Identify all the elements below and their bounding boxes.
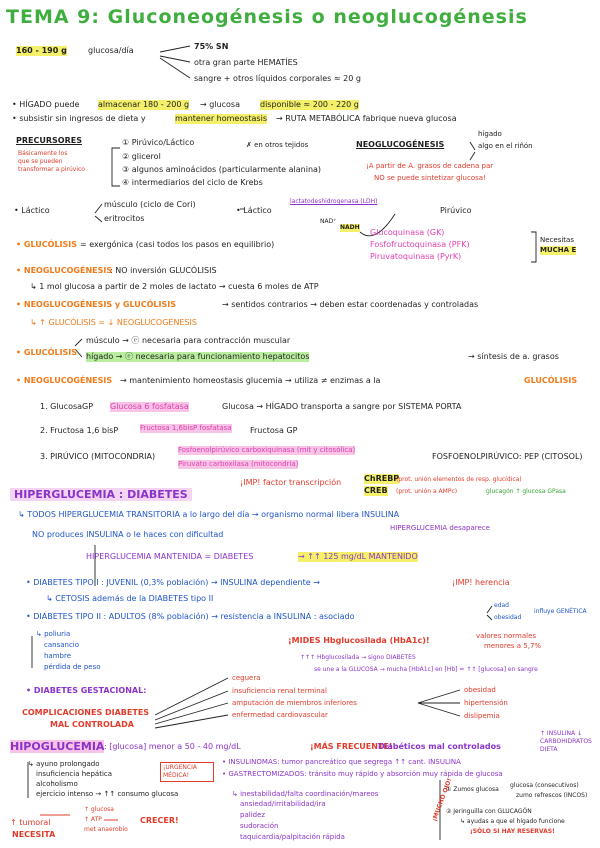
hiper-p1: ↳ poliuria [36,630,71,638]
gluc2-sint: → síntesis de a. grasos [468,352,559,361]
glucolisis-e1: Glucoquinasa (GK) [370,228,445,237]
neo3-s3b: Fosfoenolpirúvico carboxiquinasa (mit y citosólica) [178,446,356,454]
glucolisis-nec: Necesitas [540,236,574,244]
hipo-o1: ① Zumos glucosa [446,786,499,793]
hipo-sy1: ↳ inestabilidad/falta coordinación/mareos [232,790,379,798]
hiper-c2: insuficiencia renal terminal [232,687,327,695]
hipo-tum1: ↑ tumoral [10,818,51,827]
higado-l2a: • subsistir sin ingresos de dieta y [12,114,146,123]
neo2-b: → sentidos contrarios → deben estar coordenadas y controladas [222,300,479,309]
neo3-s1c: Glucosa → HÍGADO transporta a sangre por SISTEMA PORTA [222,402,462,411]
hipo-sy2: ansiedad/irritabilidad/ira [240,800,326,808]
hiper-comp2: MAL CONTROLADA [50,720,134,729]
hipo-sy3: palidez [240,811,266,819]
higado-l1b: almacenar 180 - 200 g [98,100,190,109]
glucolisis-desc: = exergónica (casi todos los pasos en equilibrio) [80,240,275,249]
gluc2-label: • GLUCÓLISIS [16,348,78,357]
neo3-s2a: 2. Fructosa 1,6 bisP [40,426,119,435]
precursores-head: PRECURSORES [16,136,82,145]
hiper-c1: ceguera [232,674,261,682]
hiper-menores: menores a 5,7% [484,642,542,650]
neo3-s3d: FOSFOENOLPIRÚVICO: PEP (CITOSOL) [432,452,583,461]
neo1-c: ↳ 1 mol glucosa a partir de 2 moles de lactato → cuesta 6 moles de ATP [30,282,319,291]
precursor-1: ① Pirúvico/Láctico [122,138,195,147]
hipo-gas: • GASTRECTOMIZADOS: tránsito muy rápido y absorción muy rápida de glucosa [222,770,503,778]
hiper-mhb2: se une a la GLUCOSA → mucha [HbA1c] en [Hb] = ↑↑ [glucosa] en sangre [314,666,538,673]
hipo-urg: ¡URGENCIA MÉDICA! [160,762,214,782]
neo3-creb-d: (prot. unión a AMPc) [396,488,458,495]
higado-l1a: • HÍGADO puede [12,100,80,109]
precursores-higado: hígado [478,130,502,138]
neo3-a: • NEOGLUCOGÉNESIS [16,376,113,385]
hipo-c2: ↑ INSULINA ↓ CARBOHIDRATOS DIETA [540,730,592,753]
hiper-r1: obesidad [464,686,496,694]
intro-amount: 160 - 190 g [16,46,67,55]
hipo-o2: ② Jeringuilla con GLUCAGÓN [446,808,532,815]
hipo-o2b: ↳ ayudas a que el hígado funcione [460,818,565,825]
hiper-p4: pérdida de peso [44,663,101,671]
precursores-sub3: transformar a pirúvico [18,166,85,173]
neo3-b: → mantenimiento homeostasis glucemia → utiliza ≠ enzimas a la [120,376,381,385]
hiper-gest: • DIABETES GESTACIONAL: [26,686,147,695]
page-title: TEMA 9: Gluconeogénesis o neoglucogénesis [6,6,528,28]
hipo-o1b: glucosa (consecutivos) [510,782,579,789]
lactico-eritro: eritrocitos [104,214,145,223]
hiper-t1b: ¡IMP! herencia [452,578,510,587]
hiper-normales: valores normales [476,632,537,640]
hiper-comp1: COMPLICACIONES DIABETES [22,708,150,717]
hipo-b: ¡MÁS FRECUENTE! [310,742,393,751]
hipo-ojo: ¡MUCHO OJO! [431,777,454,823]
hipo-head: HIPOGLUCEMIA [10,740,105,753]
precursores-neo: NEOGLUCOGÉNESIS [356,140,445,149]
intro-per-day: glucosa/día [88,46,134,55]
gluc2-m: músculo → ⓔ necesaria para contracción muscular [86,336,291,345]
hiper-mides: ¡MIDES Hbglucosilada (HbA1c)! [288,636,430,645]
precursores-acidos2: NO se puede sintetizar glucosa! [374,174,486,182]
hipo-y3: alcoholismo [36,780,78,788]
hiper-t2d: influye GENÉTICA [534,608,587,615]
higado-l2c: → RUTA METABÓLICA fabrique nueva glucosa [276,114,457,123]
intro-b2: otra gran parte HEMATÍES [194,58,298,67]
precursor-4: ④ intermediarios del ciclo de Krebs [122,178,263,187]
gluc2-h: hígado → ⓔ necesaria para funcionamiento hepatocitos [86,352,310,361]
neo3-s3c: Piruvato carboxilasa (mitocondria) [178,460,299,468]
higado-l1d: disponible ≈ 200 - 220 g [260,100,359,109]
neo3-imp: ¡IMP! factor transcripción [240,478,342,487]
neo3-chrebp-d: (prot. unión elementos de resp. glucídica) [396,476,522,483]
hiper-r2: hipertensión [464,699,508,707]
lactico-nad: NAD⁺ [320,218,337,225]
precursores-acidos: ¡A partir de A. grasos de cadena par [366,162,494,170]
precursor-2: ② glicerol [122,152,161,161]
neo3-chrebp: ChREBP [364,474,400,483]
hiper-head: HIPERGLUCEMIA : DIABETES [10,488,192,501]
neo1-a: • NEOGLUCOGÉNESIS [16,266,113,275]
neo3-s1b: Glucosa 6 fosfatasa [110,402,189,411]
hiper-l4: HIPERGLUCEMIA MANTENIDA = DIABETES [86,552,254,561]
hipo-a: : [glucosa] menor a 50 - 40 mg/dL [104,742,241,751]
hipo-tum5: met anaerobio [84,826,128,833]
hiper-mhb: ↑↑↑ Hbglucosilada → signo DIABETES [300,654,416,661]
hipo-crecer: CRECER! [140,816,179,825]
neo1-b: : NO inversión GLUCÓLISIS [110,266,217,275]
intro-b3: sangre + otros líquidos corporales ≈ 20 g [194,74,361,83]
precursores-sub1: Básicamente los [18,150,68,157]
hipo-tum2: NECESITA [12,830,56,839]
hipo-o2c: ¡SÓLO SI HAY RESERVAS! [470,828,555,835]
neo3-s1a: 1. GlucosaGP [40,402,94,411]
hipo-y2: insuficiencia hepática [36,770,113,778]
precursores-otros: ✗ en otros tejidos [246,141,309,149]
hiper-c4: enfermedad cardiovascular [232,711,328,719]
hiper-p2: cansancio [44,641,80,649]
glucolisis-label: • GLUCÓLISIS [16,240,78,249]
hiper-t2a: • DIABETES TIPO II : ADULTOS (8% población) → resistencia a INSULINA : asociado [26,612,355,621]
neo3-c: GLUCÓLISIS [524,376,578,385]
hiper-t1a: • DIABETES TIPO I : JUVENIL (0,3% población) → INSULINA dependiente → [26,578,320,587]
intro-b1: 75% SN [194,42,229,51]
hiper-r3: dislipemia [464,712,500,720]
hipo-c: Diabéticos mal controlados [378,742,501,751]
lactico-l1: • Láctico [14,206,50,215]
hiper-l3: NO produces INSULINA o le haces con dificultad [32,530,224,539]
neo2-a: • NEOGLUCOGÉNESIS y GLUCÓLISIS [16,300,177,309]
hipo-sy5: taquicardia/palpitación rápida [240,833,345,841]
lactico-enzyme: lactatodeshidrogenasa (LDH) [290,198,378,205]
neo3-creb-e: glucagón ↑ glucosa GPasa [486,488,566,495]
glucolisis-nec2: MUCHA E [540,246,577,254]
hipo-y1: ↳ ayuno prolongado [28,760,100,768]
hipo-o1c: zumo refrescos (INCOS) [516,792,588,799]
precursores-sub2: que se pueden [18,158,63,165]
hipo-tum4: ↑ ATP [84,816,102,823]
hipo-ins: • INSULINOMAS: tumor pancreático que segrega ↑↑ cant. INSULINA [222,758,461,766]
hiper-t1c: ↳ CETOSIS además de la DIABETES tipo II [46,594,214,603]
hiper-l1: ↳ TODOS HIPERGLUCEMIA TRANSITORIA a lo largo del día → organismo normal libera INSULINA [18,510,400,519]
hiper-l2: HIPERGLUCEMIA desaparece [390,524,490,532]
glucolisis-e2: Fosfofructoquinasa (PFK) [370,240,470,249]
neo3-s3a: 3. PIRÚVICO (MITOCONDRIA) [40,452,156,461]
hiper-l4b: → ↑↑ 125 mg/dL MANTENIDO [298,552,418,561]
hipo-y4: ejercicio intenso → ↑↑ consumo glucosa [36,790,179,798]
hiper-t2b: edad [494,602,509,609]
precursores-rinon: algo en el riñón [478,142,533,150]
lactico-nadh: NADH [340,224,360,231]
hiper-c3: amputación de miembros inferiores [232,699,357,707]
neo3-creb: CREB [364,486,388,495]
higado-l1c: → glucosa [200,100,240,109]
lactico-musculo: músculo (ciclo de Cori) [104,200,196,209]
neo3-s2c: Fructosa GP [250,426,298,435]
precursor-3: ③ algunos aminoácidos (particularmente alanina) [122,165,322,174]
lactico-piruvico: Pirúvico [440,206,472,215]
neo3-s2b: Fructosa 1,6bisP fosfatasa [140,424,232,432]
hiper-t2c: obesidad [494,614,522,621]
hipo-tum3: ↑ glucosa [84,806,114,813]
hipo-sy4: sudoración [240,822,279,830]
neo2-c: ↳ ↑ GLUCÓLISIS = ↓ NEOGLUCOGÉNESIS [30,318,197,327]
higado-l2b: mantener homeostasis [175,114,267,123]
glucolisis-e3: Piruvatoquinasa (PyrK) [370,252,462,261]
hiper-p3: hambre [44,652,72,660]
lactico-l2: • Láctico [236,206,272,215]
